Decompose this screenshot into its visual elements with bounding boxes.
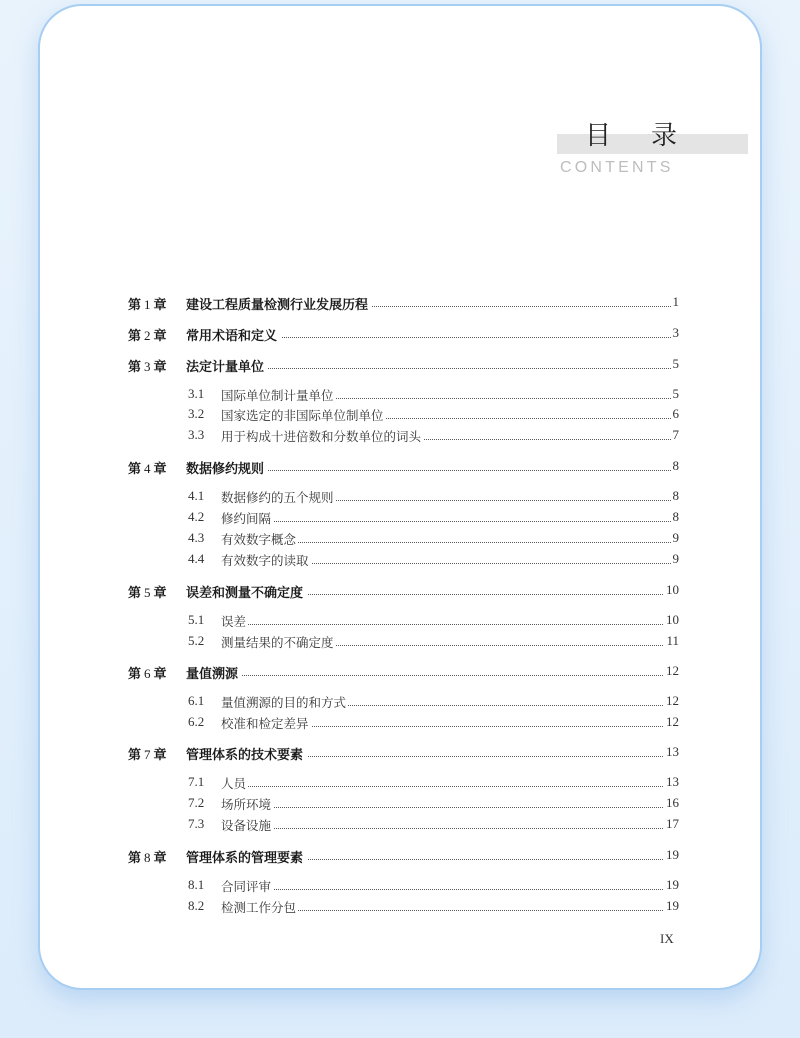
chapter-title: 误差和测量不确定度 bbox=[186, 582, 307, 601]
page-number: 11 bbox=[666, 633, 679, 648]
dot-leader bbox=[221, 521, 675, 522]
toc-section-entry[interactable] bbox=[0, 426, 800, 446]
chapter-title: 建设工程质量检测行业发展历程 bbox=[186, 294, 372, 313]
chapter-number bbox=[128, 663, 167, 682]
toc-section-entry[interactable] bbox=[0, 773, 800, 793]
section-title: 修约间隔 bbox=[221, 511, 272, 526]
section-title: 误差 bbox=[221, 614, 247, 629]
chapter-suffix: 章 bbox=[153, 298, 167, 313]
section-number: 6.2 bbox=[188, 714, 205, 729]
chapter-prefix: 第 bbox=[128, 586, 142, 601]
page-number: 9 bbox=[672, 551, 679, 566]
section-title: 数据修约的五个规则 bbox=[221, 490, 334, 505]
section-number: 8.1 bbox=[188, 877, 205, 892]
chapter-title: 管理体系的技术要素 bbox=[186, 744, 307, 763]
section-title: 有效数字概念 bbox=[221, 532, 297, 547]
toc-chapter-entry[interactable] bbox=[0, 457, 800, 477]
page-number: 7 bbox=[672, 427, 679, 442]
chapter-suffix: 章 bbox=[153, 667, 167, 682]
page-number: 6 bbox=[672, 406, 679, 421]
toc-section-entry[interactable] bbox=[0, 405, 800, 425]
section-title: 校准和检定差异 bbox=[221, 716, 309, 731]
toc-section-entry[interactable] bbox=[0, 897, 800, 917]
section-title: 合同评审 bbox=[221, 879, 272, 894]
toc-section-entry[interactable] bbox=[0, 529, 800, 549]
page-number: 10 bbox=[666, 582, 679, 597]
toc-section-entry[interactable] bbox=[0, 550, 800, 570]
page-number: 16 bbox=[666, 795, 679, 810]
chapter-prefix: 第 bbox=[128, 360, 142, 375]
section-number: 6.1 bbox=[188, 693, 205, 708]
section-number: 5.1 bbox=[188, 612, 205, 627]
section-number: 3.2 bbox=[188, 406, 205, 421]
chapter-digit: 6 bbox=[144, 666, 151, 681]
toc-subtitle: CONTENTS bbox=[560, 159, 674, 176]
section-number: 4.4 bbox=[188, 551, 205, 566]
chapter-prefix: 第 bbox=[128, 851, 142, 866]
section-number: 7.2 bbox=[188, 795, 205, 810]
section-title: 国家选定的非国际单位制单位 bbox=[221, 408, 384, 423]
toc-chapter-entry[interactable] bbox=[0, 846, 800, 866]
toc-title-char-2: 录 bbox=[650, 120, 677, 151]
toc-chapter-entry[interactable] bbox=[0, 324, 800, 344]
chapter-title: 常用术语和定义 bbox=[186, 325, 281, 344]
toc-section-entry[interactable] bbox=[0, 632, 800, 652]
chapter-suffix: 章 bbox=[153, 586, 167, 601]
toc-chapter-entry[interactable] bbox=[0, 581, 800, 601]
dot-leader bbox=[221, 889, 675, 890]
page-folio: IX bbox=[660, 931, 674, 946]
chapter-prefix: 第 bbox=[128, 667, 142, 682]
section-number: 3.1 bbox=[188, 386, 205, 401]
section-title: 有效数字的读取 bbox=[221, 553, 309, 568]
toc-section-entry[interactable] bbox=[0, 713, 800, 733]
page-number: 1 bbox=[672, 294, 679, 309]
toc-section-entry[interactable] bbox=[0, 385, 800, 405]
section-title: 场所环境 bbox=[221, 797, 272, 812]
page-number: 13 bbox=[666, 774, 679, 789]
section-number: 3.3 bbox=[188, 427, 205, 442]
toc-title-char-1: 目 bbox=[585, 120, 612, 151]
chapter-suffix: 章 bbox=[153, 360, 167, 375]
chapter-number bbox=[128, 847, 167, 866]
chapter-suffix: 章 bbox=[153, 462, 167, 477]
toc-title bbox=[585, 116, 677, 150]
page-number: 12 bbox=[666, 693, 679, 708]
dot-leader bbox=[221, 807, 675, 808]
toc-section-entry[interactable] bbox=[0, 794, 800, 814]
page-number: 3 bbox=[672, 325, 679, 340]
chapter-suffix: 章 bbox=[153, 748, 167, 763]
page-number: 5 bbox=[672, 386, 679, 401]
toc-section-entry[interactable] bbox=[0, 815, 800, 835]
toc-chapter-entry[interactable] bbox=[0, 662, 800, 682]
page-number: 19 bbox=[666, 898, 679, 913]
section-number: 7.3 bbox=[188, 816, 205, 831]
chapter-number bbox=[128, 744, 167, 763]
chapter-digit: 5 bbox=[144, 585, 151, 600]
section-number: 8.2 bbox=[188, 898, 205, 913]
chapter-prefix: 第 bbox=[128, 748, 142, 763]
chapter-digit: 7 bbox=[144, 747, 151, 762]
toc-chapter-entry[interactable] bbox=[0, 355, 800, 375]
toc-section-entry[interactable] bbox=[0, 876, 800, 896]
chapter-title: 管理体系的管理要素 bbox=[186, 847, 307, 866]
chapter-digit: 8 bbox=[144, 850, 151, 865]
chapter-number bbox=[128, 356, 167, 375]
section-title: 人员 bbox=[221, 776, 247, 791]
section-title: 量值溯源的目的和方式 bbox=[221, 695, 347, 710]
chapter-digit: 3 bbox=[144, 359, 151, 374]
section-title: 用于构成十进倍数和分数单位的词头 bbox=[221, 429, 422, 444]
page-number: 19 bbox=[666, 877, 679, 892]
dot-leader bbox=[221, 624, 675, 625]
page-number: 5 bbox=[672, 356, 679, 371]
chapter-title: 数据修约规则 bbox=[186, 458, 268, 477]
chapter-title: 量值溯源 bbox=[186, 663, 242, 682]
dot-leader bbox=[186, 675, 675, 676]
page-number: 10 bbox=[666, 612, 679, 627]
page-number: 8 bbox=[672, 488, 679, 503]
page-number: 9 bbox=[672, 530, 679, 545]
toc-section-entry[interactable] bbox=[0, 611, 800, 631]
section-title: 设备设施 bbox=[221, 818, 272, 833]
chapter-digit: 1 bbox=[144, 297, 151, 312]
chapter-prefix: 第 bbox=[128, 329, 142, 344]
section-number: 5.2 bbox=[188, 633, 205, 648]
chapter-suffix: 章 bbox=[153, 851, 167, 866]
page-number: 12 bbox=[666, 714, 679, 729]
chapter-prefix: 第 bbox=[128, 298, 142, 313]
toc-section-entry[interactable] bbox=[0, 487, 800, 507]
section-number: 4.3 bbox=[188, 530, 205, 545]
page-number: 13 bbox=[666, 744, 679, 759]
section-number: 7.1 bbox=[188, 774, 205, 789]
toc-chapter-entry[interactable] bbox=[0, 743, 800, 763]
chapter-number bbox=[128, 294, 167, 313]
chapter-number bbox=[128, 325, 167, 344]
chapter-digit: 2 bbox=[144, 328, 151, 343]
section-title: 检测工作分包 bbox=[221, 900, 297, 915]
chapter-digit: 4 bbox=[144, 461, 151, 476]
page-number: 8 bbox=[672, 509, 679, 524]
toc-chapter-entry[interactable] bbox=[0, 293, 800, 313]
section-title: 国际单位制计量单位 bbox=[221, 388, 334, 403]
page-number: 8 bbox=[672, 458, 679, 473]
page-number: 17 bbox=[666, 816, 679, 831]
page-number: 19 bbox=[666, 847, 679, 862]
section-number: 4.1 bbox=[188, 488, 205, 503]
chapter-suffix: 章 bbox=[153, 329, 167, 344]
page-number: 12 bbox=[666, 663, 679, 678]
chapter-prefix: 第 bbox=[128, 462, 142, 477]
toc-section-entry[interactable] bbox=[0, 508, 800, 528]
dot-leader bbox=[221, 786, 675, 787]
chapter-number bbox=[128, 582, 167, 601]
section-number: 4.2 bbox=[188, 509, 205, 524]
dot-leader bbox=[221, 828, 675, 829]
section-title: 测量结果的不确定度 bbox=[221, 635, 334, 650]
chapter-title: 法定计量单位 bbox=[186, 356, 268, 375]
toc-section-entry[interactable] bbox=[0, 692, 800, 712]
chapter-number bbox=[128, 458, 167, 477]
